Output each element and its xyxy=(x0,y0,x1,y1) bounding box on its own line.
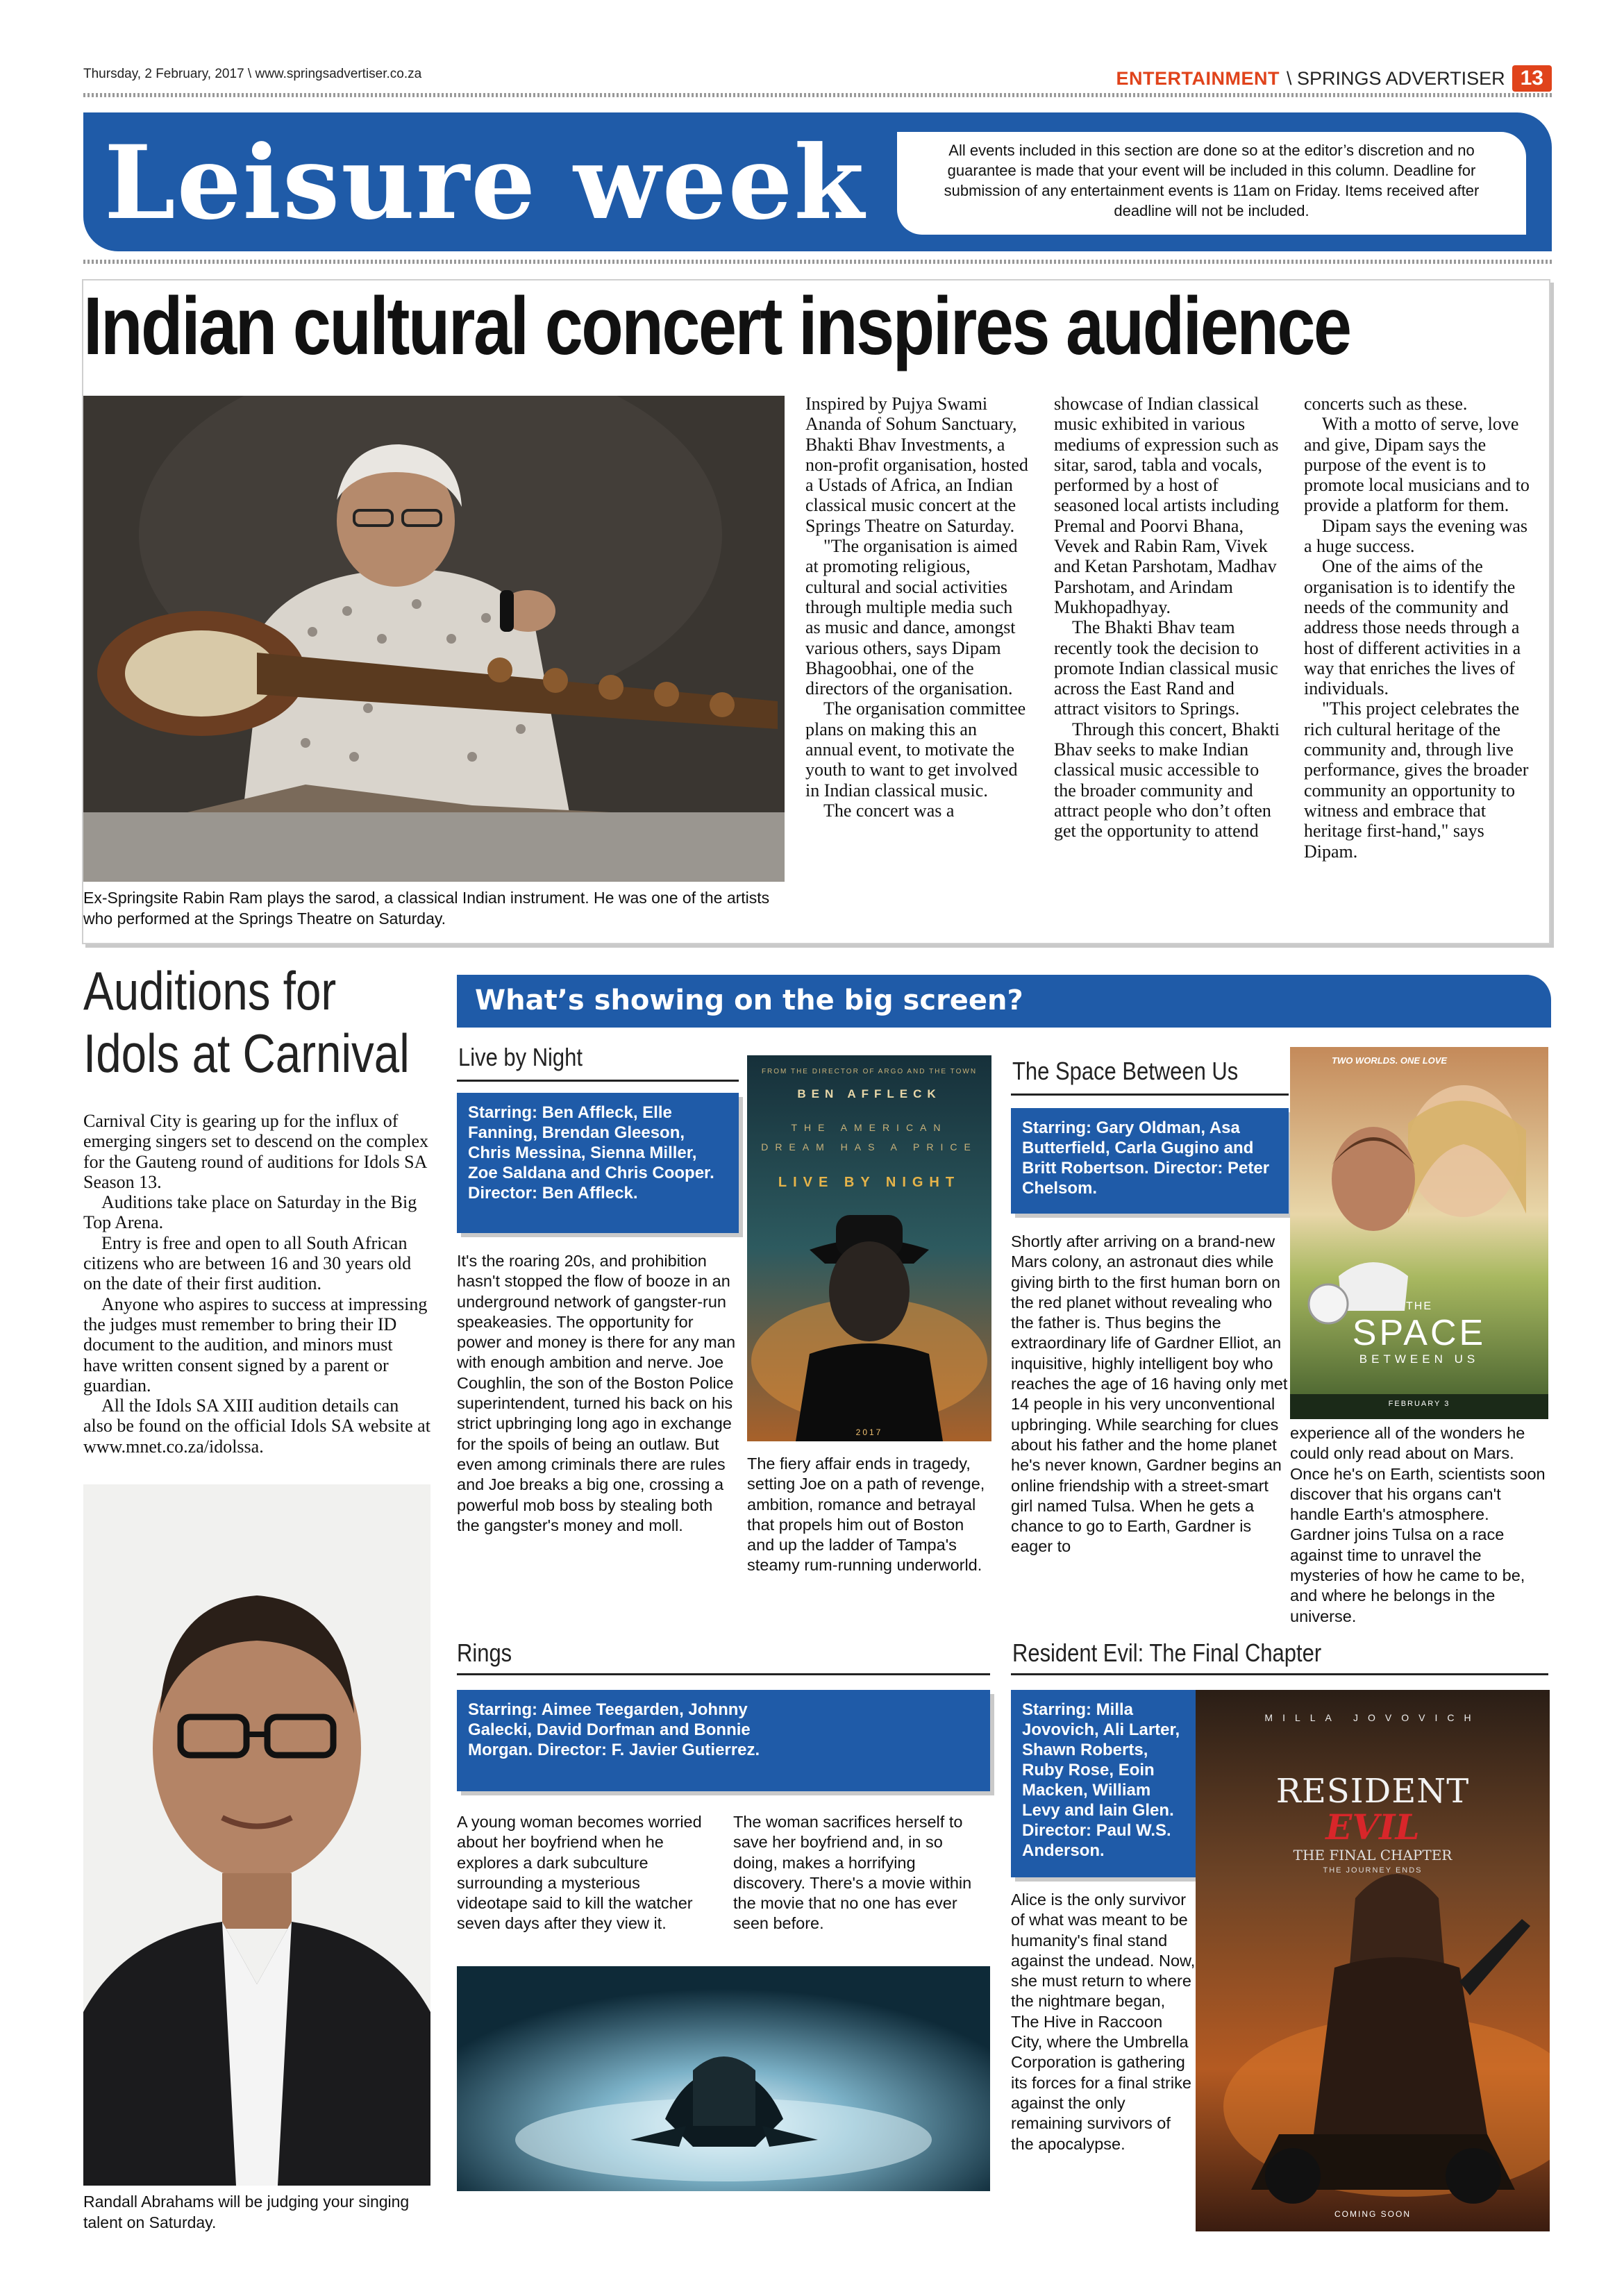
page-section-header xyxy=(1116,64,1552,93)
editor-disclaimer: All events included in this section are done so at the editor’s discretion and no guarantee is made that your event will be included in this column. Deadline for submission of any entertainment events is 11am on Friday. Items received after deadline will not be included. xyxy=(897,132,1526,235)
title-underline xyxy=(457,1080,739,1082)
space-between-us-credits: Starring: Gary Oldman, Asa Butterfield, Carla Gugino and Britt Robertson. Director: Peter Chelsom. xyxy=(1011,1108,1289,1214)
story-paragraph: The concert was a xyxy=(823,800,955,821)
story-paragraph: Inspired by Pujya Swami Ananda of Sohum Sanctuary, Bhakti Bhav Investments, a non-profit organisation, hosted a Ustads of Africa, an Indian classical music concert at the Springs Theatre on Saturday. xyxy=(805,394,1028,536)
sarod-photo-caption: Ex-Springsite Rabin Ram plays the sarod, a classical Indian instrument. He was one of the artists who performed at the Springs Theatre on Saturday. xyxy=(83,889,770,928)
auditions-headline-line1: Auditions for xyxy=(83,960,337,1021)
poster-actor: MILLA JOVOVICH xyxy=(1264,1712,1481,1723)
auditions-headline xyxy=(83,960,410,1084)
story-paragraph: Through this concert, Bhakti Bhav seeks to make Indian classical music accessible to the broader community and attract people who don’t often get the opportunity to attend xyxy=(1054,719,1280,841)
auditions-paragraph: Anyone who aspires to success at impressing the judges must remember to bring their ID document to the audition, and minors must have written consent signed by a parent or guardian. xyxy=(83,1293,428,1396)
rings-synopsis: A young woman becomes worried about her boyfriend when he explores a dark subculture surrounding a mysterious videotape said to kill the watcher seven days after they view it. xyxy=(457,1813,702,1933)
story-paragraph: One of the aims of the organisation is to identify the needs of the community and address those needs through a host of different activities in a way that enriches the lives of individuals. xyxy=(1304,556,1521,699)
auditions-paragraph: Carnival City is gearing up for the influx of emerging singers set to descend on the complex for the Gauteng round of auditions for Idols SA Season 13. xyxy=(83,1111,429,1192)
rings-still-photo xyxy=(457,1966,990,2191)
paper-name: \ SPRINGS ADVERTISER xyxy=(1287,67,1505,89)
rings-credits xyxy=(457,1690,990,1791)
story-paragraph: showcase of Indian classical music exhibited in various mediums of expression such as sitar, sarod, tabla and vocals, performed by a host of seasoned local artists including Premal and Poorvi Bhana, Vevek and Rabin Ram, Vivek and Ketan Parshotam, Madhav Parshotam, and Arindam Mukhopadhyay. xyxy=(1054,394,1280,617)
resident-evil-credits: Starring: Milla Jovovich, Ali Larter, Shawn Roberts, Ruby Rose, Eoin Macken, William Levy and Iain Glen. Director: Paul W.S. Anderson. xyxy=(1011,1690,1196,1877)
story-column-2 xyxy=(1054,394,1283,841)
auditions-paragraph: Entry is free and open to all South African citizens who are between 16 and 30 years old on the date of their first audition. xyxy=(83,1232,412,1294)
auditions-paragraph: All the Idols SA XIII audition details can also be found on the official Idols SA website at www.mnet.co.za/idolssa. xyxy=(83,1396,430,1457)
story-paragraph: concerts such as these. xyxy=(1304,394,1468,414)
story-paragraph: The Bhakti Bhav team recently took the decision to promote Indian classical music across the East Rand and attract visitors to Springs. xyxy=(1054,617,1278,719)
section-name: ENTERTAINMENT xyxy=(1116,67,1280,89)
rings-synopsis-cont: The woman sacrifices herself to save her boyfriend and, in so doing, makes a horrifying discovery. There's a movie within the movie that no one has ever seen before. xyxy=(733,1813,972,1933)
poster-release-date: FEBRUARY 3 xyxy=(1388,1400,1450,1408)
poster-year: 2017 xyxy=(855,1427,883,1437)
title-underline xyxy=(1011,1093,1289,1096)
poster-coming-soon: COMING SOON xyxy=(1334,2209,1411,2219)
rings-title: Rings xyxy=(457,1639,512,1667)
header-divider xyxy=(83,93,1552,97)
story-column-1 xyxy=(805,394,1029,821)
live-by-night-title: Live by Night xyxy=(458,1043,583,1071)
resident-evil-poster xyxy=(1196,1690,1550,2231)
story-paragraph: With a motto of serve, love and give, Dipam says the purpose of the event is to promote local musicians and to provide a platform for them. xyxy=(1304,414,1530,516)
poster-tagline: THE AMERICAN DREAM HAS A PRICE xyxy=(761,1122,978,1153)
story-paragraph: "The organisation is aimed at promoting religious, cultural and social activities through multiple media such as music and dance, amongst various others, says Dipam Bhagoobhai, one of the directors of the organisation. xyxy=(805,536,1018,699)
space-between-us-title: The Space Between Us xyxy=(1012,1057,1239,1085)
main-story-headline: Indian cultural concert inspires audience xyxy=(83,280,1350,372)
poster-title-between-us: BETWEEN US xyxy=(1359,1352,1480,1366)
poster-title-evil: EVIL xyxy=(1325,1807,1420,1847)
resident-evil-title: Resident Evil: The Final Chapter xyxy=(1012,1639,1322,1667)
title-underline xyxy=(457,1673,990,1675)
poster-tagline: TWO WORLDS. ONE LOVE xyxy=(1332,1055,1448,1066)
story-paragraph: Dipam says the evening was a huge success. xyxy=(1304,515,1528,557)
poster-title-space: SPACE xyxy=(1352,1313,1487,1353)
movies-section-title: What’s showing on the big screen? xyxy=(475,984,1023,1016)
poster-subtitle: THE FINAL CHAPTER xyxy=(1293,1847,1453,1863)
story-column-3 xyxy=(1304,394,1533,862)
space-between-us-poster xyxy=(1290,1047,1548,1419)
page-number: 13 xyxy=(1512,65,1552,92)
auditions-headline-line2: Idols at Carnival xyxy=(83,1023,410,1084)
poster-title-resident: RESIDENT xyxy=(1275,1772,1470,1811)
movies-section-bar xyxy=(457,975,1551,1028)
live-by-night-synopsis-cont: The fiery affair ends in tragedy, setting Joe on a path of revenge, ambition, romance and betrayal that propels him out of Boston and up the ladder of Tampa's steamy rum-running underworld. xyxy=(747,1455,985,1575)
title-underline xyxy=(1011,1673,1548,1675)
live-by-night-poster xyxy=(747,1055,991,1441)
banner-title: Leisure week xyxy=(104,124,866,242)
randall-photo-caption: Randall Abrahams will be judging your singing talent on Saturday. xyxy=(83,2193,410,2231)
resident-evil-synopsis: Alice is the only survivor of what was meant to be humanity's final stand against the undead. Now, she must return to where the nightmare began, The Hive in Raccoon City, where the Umbrella Corporation is gathering its forces for a final strike against the only remaining survivors of the apocalypse. xyxy=(1011,1891,1196,2153)
page-dateline: Thursday, 2 February, 2017 \ www.springsadvertiser.co.za xyxy=(83,67,422,81)
poster-actor: BEN AFFLECK xyxy=(797,1087,941,1100)
poster-director-line: FROM THE DIRECTOR OF ARGO AND THE TOWN xyxy=(761,1068,978,1075)
poster-title: LIVE BY NIGHT xyxy=(778,1175,961,1190)
space-between-us-synopsis-cont: experience all of the wonders he could only read about on Mars. Once he's on Earth, scientists soon discover that his organs can't handle Earth's atmosphere. Gardner joins Tulsa on a race against time to unravel the mysteries of how he came to be, and where he belongs in the universe. xyxy=(1290,1424,1546,1625)
banner-divider xyxy=(83,260,1552,264)
randall-abrahams-photo xyxy=(83,1484,430,2186)
auditions-body xyxy=(83,1111,430,1457)
live-by-night-synopsis: It's the roaring 20s, and prohibition hasn't stopped the flow of booze in an underground network of gangster-run speakeasies. The opportunity for power and money is there for any man with enough ambition and nerve. Joe Coughlin, the son of the Boston Police superintendent, turned his back on his strict upbringing long ago in exchange for the spoils of being an outlaw. But even among criminals there are rules and Joe breaks a big one, crossing a powerful mob boss by stealing both the gangster's money and moll. xyxy=(457,1252,736,1534)
poster-title-the: THE xyxy=(1406,1300,1432,1312)
story-paragraph: The organisation committee plans on making this an annual event, to motivate the youth to want to get involved in Indian classical music. xyxy=(805,698,1026,801)
auditions-paragraph: Auditions take place on Saturday in the Big Top Arena. xyxy=(83,1192,417,1233)
space-between-us-synopsis: Shortly after arriving on a brand-new Mars colony, an astronaut dies while giving birth to the first human born on the red planet without revealing who the father is. Thus begins the extraordinary life of Gardner Elliot, an inquisitive, highly intelligent boy who reaches the age of 16 having only met 14 people in his very unconventional upbringing. While searching for clues about his father and the home planet he's never known, Gardner begins an online friendship with a street-smart girl named Tulsa. When he gets a chance to go to Earth, Gardner is eager to xyxy=(1011,1232,1288,1556)
poster-tagline: THE JOURNEY ENDS xyxy=(1323,1866,1423,1875)
live-by-night-credits: Starring: Ben Affleck, Elle Fanning, Brendan Gleeson, Chris Messina, Sienna Miller, Zoe Saldana and Chris Cooper. Director: Ben Affleck. xyxy=(457,1093,739,1233)
story-paragraph: "This project celebrates the rich cultural heritage of the community and, through live performance, gives the broader community an opportunity to witness and embrace that heritage first-hand," says Dipam. xyxy=(1304,698,1529,862)
sarod-player-photo xyxy=(83,396,785,882)
rings-credits-text: Starring: Aimee Teegarden, Johnny Galecki, David Dorfman and Bonnie Morgan. Director: F. Javier Gutierrez. xyxy=(468,1700,760,1759)
